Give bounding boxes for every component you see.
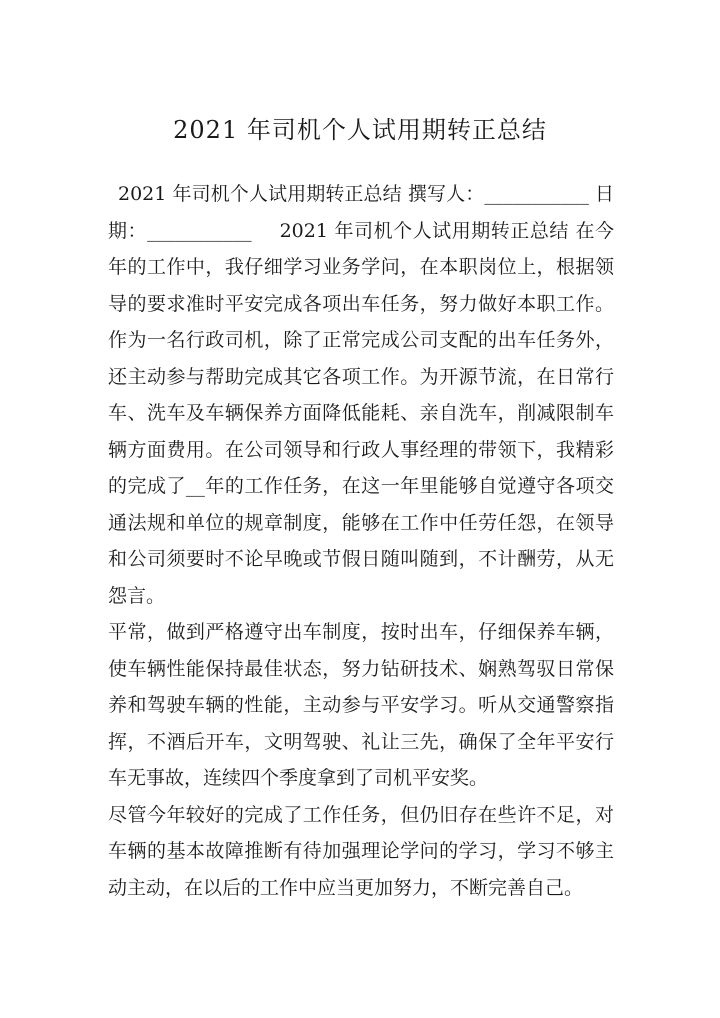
doc-name: 2021 年司机个人试用期转正总结 [118, 183, 402, 205]
paragraph-2: 平常，做到严格遵守出车制度，按时出车，仔细保养车辆，使车辆性能保持最佳状态，努力钻研技术、娴熟驾驭日常保养和驾驶车辆的性能，主动参与平安学习。听从交通警察指挥，不酒后开车，文明驾驶、礼让三先，确保了全年平安行车无事故，连续四个季度拿到了司机平安奖。 [108, 621, 614, 789]
paragraph-1: 2021 年司机个人试用期转正总结 在今年的工作中，我仔细学习业务学问，在本职岗位上，根据领导的要求准时平安完成各项出车任务，努力做好本职工作。作为一名行政司机，除了正常完成公司支配的出车任务外，还主动参与帮助完成其它各项工作。为开源节流，在日常行车、洗车及车辆保养方面降低能耗、亲自洗车，削减限制车辆方面费用。在公司领导和行政人事经理的带领下，我精彩的完成了__年的工作任务，在这一年里能够自觉遵守各项交通法规和单位的规章制度，能够在工作中任劳任怨，在领导和公司须要时不论早晚或节假日随叫随到，不计酬劳，从无怨言。 [108, 219, 614, 607]
document-title: 2021 年司机个人试用期转正总结 [173, 116, 547, 144]
document-body [108, 176, 614, 906]
header-paragraph [108, 176, 614, 614]
date-label: 日期： [108, 183, 614, 242]
date-blank: ___________ [147, 219, 252, 242]
author-blank: ___________ [484, 183, 589, 205]
author-label: 撰写人： [407, 183, 485, 205]
paragraph-3: 尽管今年较好的完成了工作任务，但仍旧存在些许不足，对车辆的基本故障推断有待加强理论学问的学习，学习不够主动主动，在以后的工作中应当更加努力，不断完善自己。 [108, 803, 614, 899]
